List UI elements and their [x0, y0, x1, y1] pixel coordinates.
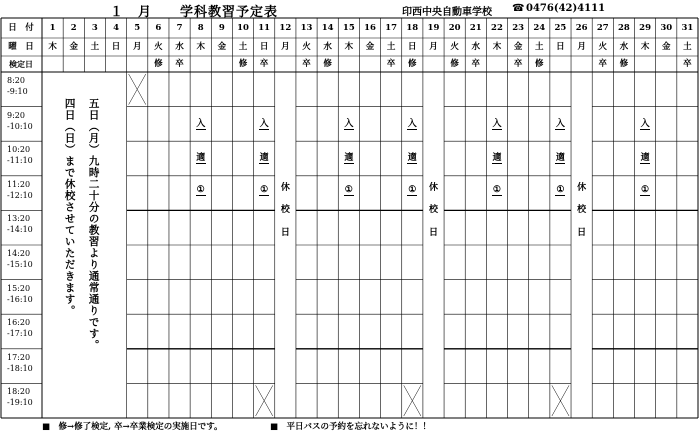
day-number: 3 — [91, 22, 98, 33]
exam-mark: 卒 — [259, 58, 269, 69]
exam-mark: 卒 — [683, 58, 692, 69]
date-row-label: 日 付 — [8, 22, 34, 33]
lesson-mark: 入 — [492, 116, 502, 130]
lesson-mark: 適 — [196, 150, 206, 164]
exam-mark: 卒 — [598, 58, 608, 69]
weekday: 金 — [217, 41, 227, 52]
day-number: 6 — [155, 22, 162, 33]
weekday: 日 — [408, 41, 417, 52]
day-number: 23 — [512, 22, 525, 33]
phone-number: 0476(42)4111 — [526, 3, 606, 14]
notice-closure: 四日（日）まで休校させていただきます。 — [63, 98, 76, 317]
time-end: -14:10 — [7, 225, 33, 235]
lesson-mark: ① — [344, 184, 353, 195]
exam-mark: 卒 — [386, 58, 396, 69]
day-number: 29 — [639, 22, 652, 33]
time-start: 13:20 — [7, 214, 31, 224]
time-end: -17:10 — [7, 329, 33, 339]
day-number: 19 — [427, 22, 440, 33]
lesson-mark: 入 — [259, 116, 269, 130]
time-slot-label — [0, 386, 45, 408]
lesson-mark: ① — [556, 184, 565, 195]
weekday: 木 — [48, 41, 57, 52]
time-start: 14:20 — [7, 249, 31, 258]
day-number: 17 — [385, 22, 398, 33]
lesson-mark: 適 — [555, 150, 565, 164]
day-number: 14 — [321, 22, 334, 33]
day-number: 20 — [448, 22, 461, 33]
footer-bus-note: ■ 平日バスの予約を忘れないように！！ — [270, 422, 432, 432]
day-number: 4 — [113, 22, 119, 33]
day-number: 31 — [681, 22, 694, 33]
footer-exam-note: ■ 修→修了検定, 卒→卒業検定の実施日です。 — [42, 422, 223, 432]
day-number: 18 — [406, 22, 419, 33]
weekday: 水 — [175, 41, 184, 52]
weekday: 月 — [577, 41, 586, 52]
exam-mark: 修 — [323, 58, 332, 69]
time-end: -11:10 — [7, 156, 33, 166]
time-slot-label — [0, 283, 45, 305]
day-number: 13 — [300, 22, 313, 33]
weekday: 月 — [429, 41, 438, 52]
day-number: 21 — [469, 22, 482, 33]
weekday: 土 — [535, 41, 544, 52]
lesson-mark: 入 — [555, 116, 565, 130]
weekday: 土 — [238, 41, 248, 52]
weekday-row-label: 曜 日 — [8, 41, 34, 52]
weekday: 日 — [556, 41, 565, 52]
time-slot-label — [0, 248, 45, 270]
day-number: 9 — [218, 22, 225, 33]
weekday: 木 — [344, 41, 354, 52]
day-number: 22 — [491, 22, 503, 33]
day-number: 26 — [575, 22, 588, 33]
time-end: -15:10 — [7, 260, 33, 269]
closed-day-label: 休 校 日 — [577, 182, 587, 238]
lesson-mark: 入 — [407, 116, 417, 130]
lesson-mark: 適 — [344, 150, 354, 164]
time-end: -10:10 — [7, 121, 33, 131]
phone-icon: ☎ — [512, 3, 525, 14]
exam-mark: 卒 — [175, 58, 184, 69]
exam-mark: 修 — [619, 58, 629, 69]
exam-mark: 修 — [238, 58, 248, 69]
day-number: 1 — [49, 22, 56, 33]
day-number: 27 — [596, 22, 609, 33]
weekday: 水 — [471, 41, 481, 52]
weekday: 火 — [450, 41, 459, 52]
weekday: 水 — [323, 41, 332, 52]
weekday: 金 — [661, 41, 671, 52]
time-slot-label — [0, 110, 45, 132]
school-name: 印西中央自動車学校 — [402, 7, 492, 18]
lesson-mark: 入 — [640, 116, 650, 130]
day-number: 11 — [258, 22, 271, 33]
weekday: 月 — [132, 41, 142, 52]
lesson-mark: ① — [196, 184, 205, 195]
time-slot-label — [0, 179, 45, 201]
weekday: 土 — [683, 41, 692, 52]
lesson-mark: 適 — [407, 150, 417, 164]
closed-day-label: 休 校 日 — [280, 182, 290, 238]
day-number: 8 — [197, 22, 204, 33]
weekday: 金 — [69, 41, 78, 52]
exam-mark: 卒 — [471, 58, 481, 69]
closed-day-column — [424, 73, 444, 418]
closure-notice-area — [43, 73, 126, 418]
exam-mark: 修 — [154, 58, 163, 69]
day-number: 12 — [279, 22, 292, 33]
weekday: 木 — [492, 41, 502, 52]
weekday: 木 — [196, 41, 205, 52]
time-start: 16:20 — [7, 318, 31, 328]
lesson-mark: 適 — [259, 150, 269, 164]
day-number: 2 — [70, 22, 77, 33]
lesson-mark: ① — [408, 184, 417, 195]
time-slot-label — [0, 75, 45, 97]
day-number: 24 — [533, 22, 546, 33]
page-title: １ 月 学科教習予定表 — [110, 5, 279, 20]
closed-day-column — [275, 73, 295, 418]
day-number: 25 — [554, 22, 567, 33]
weekday: 土 — [90, 41, 100, 52]
exam-mark: 修 — [535, 58, 544, 69]
lesson-mark: ① — [260, 184, 269, 195]
exam-mark: 修 — [408, 58, 417, 69]
day-number: 10 — [237, 22, 249, 33]
weekday: 日 — [259, 41, 269, 52]
time-slot-label — [0, 352, 45, 374]
time-start: 9:20 — [7, 110, 25, 120]
time-start: 18:20 — [7, 387, 31, 397]
lesson-mark: 入 — [344, 116, 354, 130]
exam-mark: 卒 — [513, 58, 523, 69]
closed-day-column — [572, 73, 592, 418]
time-slot-label — [0, 144, 45, 166]
weekday: 金 — [365, 41, 375, 52]
time-slot-label — [0, 213, 45, 235]
weekday: 日 — [111, 41, 121, 52]
time-end: -9:10 — [7, 87, 28, 96]
weekday: 金 — [513, 41, 523, 52]
exam-mark: 修 — [450, 58, 459, 69]
weekday: 木 — [640, 41, 650, 52]
weekday: 火 — [302, 41, 311, 52]
closed-day-label: 休 校 日 — [428, 182, 438, 238]
exam-row-label: 検定日 — [9, 58, 33, 69]
day-number: 15 — [342, 22, 355, 33]
day-number: 7 — [176, 22, 183, 33]
time-start: 15:20 — [7, 283, 31, 293]
time-start: 10:20 — [7, 145, 31, 155]
lesson-mark: 適 — [640, 150, 650, 164]
time-slot-label — [0, 317, 45, 339]
time-start: 11:20 — [7, 179, 31, 189]
day-number: 5 — [134, 22, 141, 33]
weekday: 火 — [154, 41, 163, 52]
day-number: 16 — [364, 22, 376, 33]
weekday: 水 — [619, 41, 629, 52]
time-end: -16:10 — [7, 294, 33, 304]
lesson-mark: ① — [641, 184, 650, 195]
day-number: 30 — [660, 22, 673, 33]
day-number: 28 — [618, 22, 630, 33]
time-end: -19:10 — [7, 398, 33, 408]
time-start: 8:20 — [7, 76, 25, 85]
lesson-mark: 入 — [196, 116, 206, 130]
lesson-mark: 適 — [492, 150, 502, 164]
lesson-mark: ① — [492, 184, 501, 195]
weekday: 月 — [281, 41, 290, 52]
exam-mark: 卒 — [302, 58, 311, 69]
time-start: 17:20 — [7, 352, 31, 362]
time-end: -12:10 — [7, 190, 33, 200]
weekday: 土 — [386, 41, 396, 52]
weekday: 火 — [598, 41, 608, 52]
time-end: -18:10 — [7, 363, 33, 373]
notice-reopen: 五日（月）九時二十分の教習より通常通りです。 — [87, 98, 100, 351]
